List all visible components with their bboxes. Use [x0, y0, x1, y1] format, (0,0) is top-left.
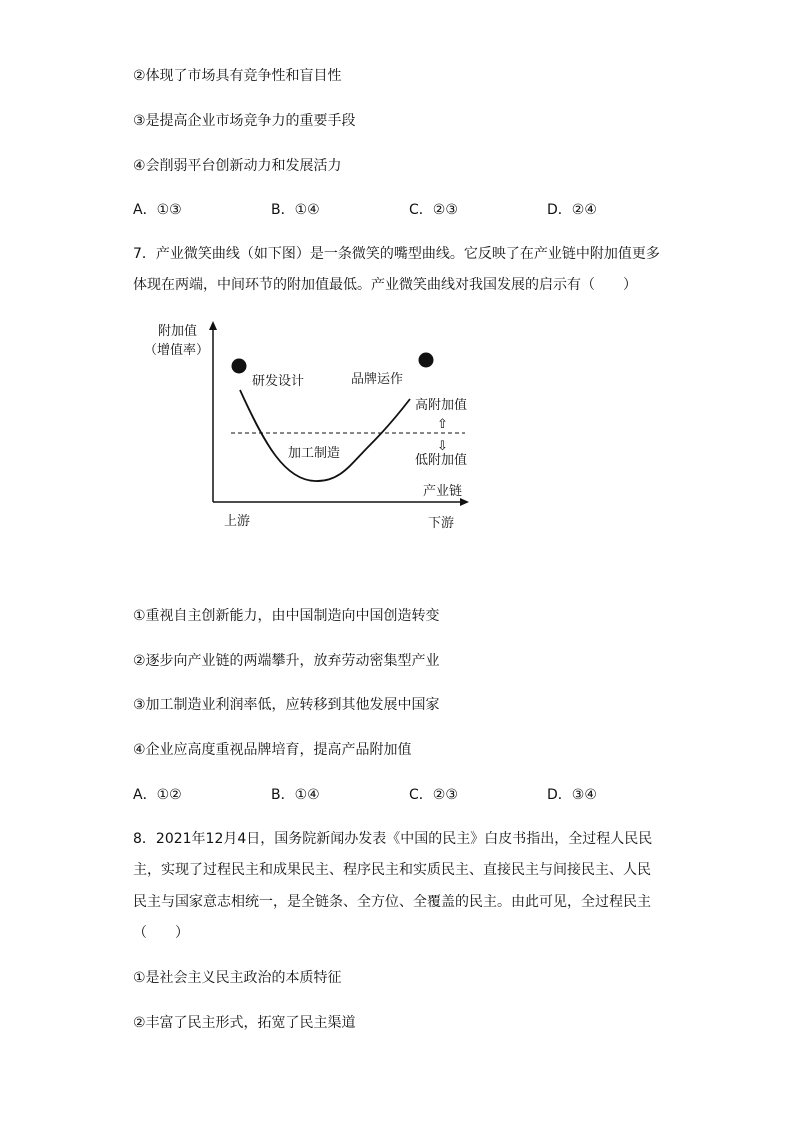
- q8-statement-1: ①是社会主义民主政治的本质特征: [133, 970, 342, 986]
- q7-option-a[interactable]: A．①②: [133, 787, 182, 803]
- q6-option-d[interactable]: D．②④: [547, 202, 597, 218]
- x-axis-label: 产业链: [423, 484, 463, 499]
- q7-option-d[interactable]: D．③④: [547, 787, 597, 803]
- right-end-dot: [419, 353, 434, 368]
- q6-options: [133, 200, 653, 220]
- q8-stem-line-2: 主，实现了过程民主和成果民主、程序民主和实质民主、直接民主与间接民主、人民: [133, 862, 651, 878]
- q6-statement-2: ②体现了市场具有竞争性和盲目性: [133, 68, 342, 84]
- label-high-value-added: 高附加值: [415, 398, 468, 413]
- q6-option-a[interactable]: A．①③: [133, 202, 182, 218]
- q7-statement-1: ①重视自主创新能力，由中国制造向中国创造转变: [133, 608, 440, 624]
- q7-statement-4: ④企业应高度重视品牌培育，提高产品附加值: [133, 742, 412, 758]
- smile-curve-figure: [140, 315, 485, 537]
- q8-statement-2: ②丰富了民主形式，拓宽了民主渠道: [133, 1015, 356, 1031]
- arrow-down-icon: ⇩: [437, 439, 448, 454]
- q8-stem-line-4: （ ）: [133, 925, 189, 941]
- y-axis-label-2: （增值率）: [144, 343, 210, 358]
- q6-option-c[interactable]: C．②③: [409, 202, 458, 218]
- q6-option-b[interactable]: B．①④: [271, 202, 320, 218]
- smile-curve: [240, 390, 410, 481]
- q7-statement-3: ③加工制造业利润率低，应转移到其他发展中国家: [133, 697, 440, 713]
- left-end-dot: [232, 359, 247, 374]
- q8-stem-line-3: 民主与国家意志相统一，是全链条、全方位、全覆盖的民主。由此可见，全过程民主: [133, 894, 651, 910]
- q7-stem-line-2: 体现在两端，中间环节的附加值最低。产业微笑曲线对我国发展的启示有（ ）: [133, 277, 637, 293]
- q6-statement-3: ③是提高企业市场竞争力的重要手段: [133, 113, 356, 129]
- arrow-up-icon: ⇧: [437, 417, 448, 432]
- label-upstream: 上游: [224, 514, 251, 529]
- label-processing-manufacturing: 加工制造: [288, 446, 341, 461]
- q8-stem-line-1: 8．2021年12月4日，国务院新闻办发表《中国的民主》白皮书指出，全过程人民民: [133, 831, 653, 847]
- q7-option-c[interactable]: C．②③: [409, 787, 458, 803]
- y-axis-label-1: 附加值: [158, 324, 198, 339]
- label-rd-design: 研发设计: [252, 374, 305, 389]
- label-low-value-added: 低附加值: [415, 453, 468, 468]
- label-downstream: 下游: [428, 516, 455, 531]
- label-brand-operation: 品牌运作: [351, 372, 404, 387]
- q6-statement-4: ④会削弱平台创新动力和发展活力: [133, 158, 342, 174]
- q7-options: [133, 785, 653, 805]
- x-axis-arrow: [460, 498, 469, 506]
- q7-option-b[interactable]: B．①④: [271, 787, 320, 803]
- y-axis-arrow: [209, 321, 217, 330]
- q7-stem-line-1: 7．产业微笑曲线（如下图）是一条微笑的嘴型曲线。它反映了在产业链中附加值更多: [133, 246, 660, 262]
- q7-statement-2: ②逐步向产业链的两端攀升，放弃劳动密集型产业: [133, 653, 440, 669]
